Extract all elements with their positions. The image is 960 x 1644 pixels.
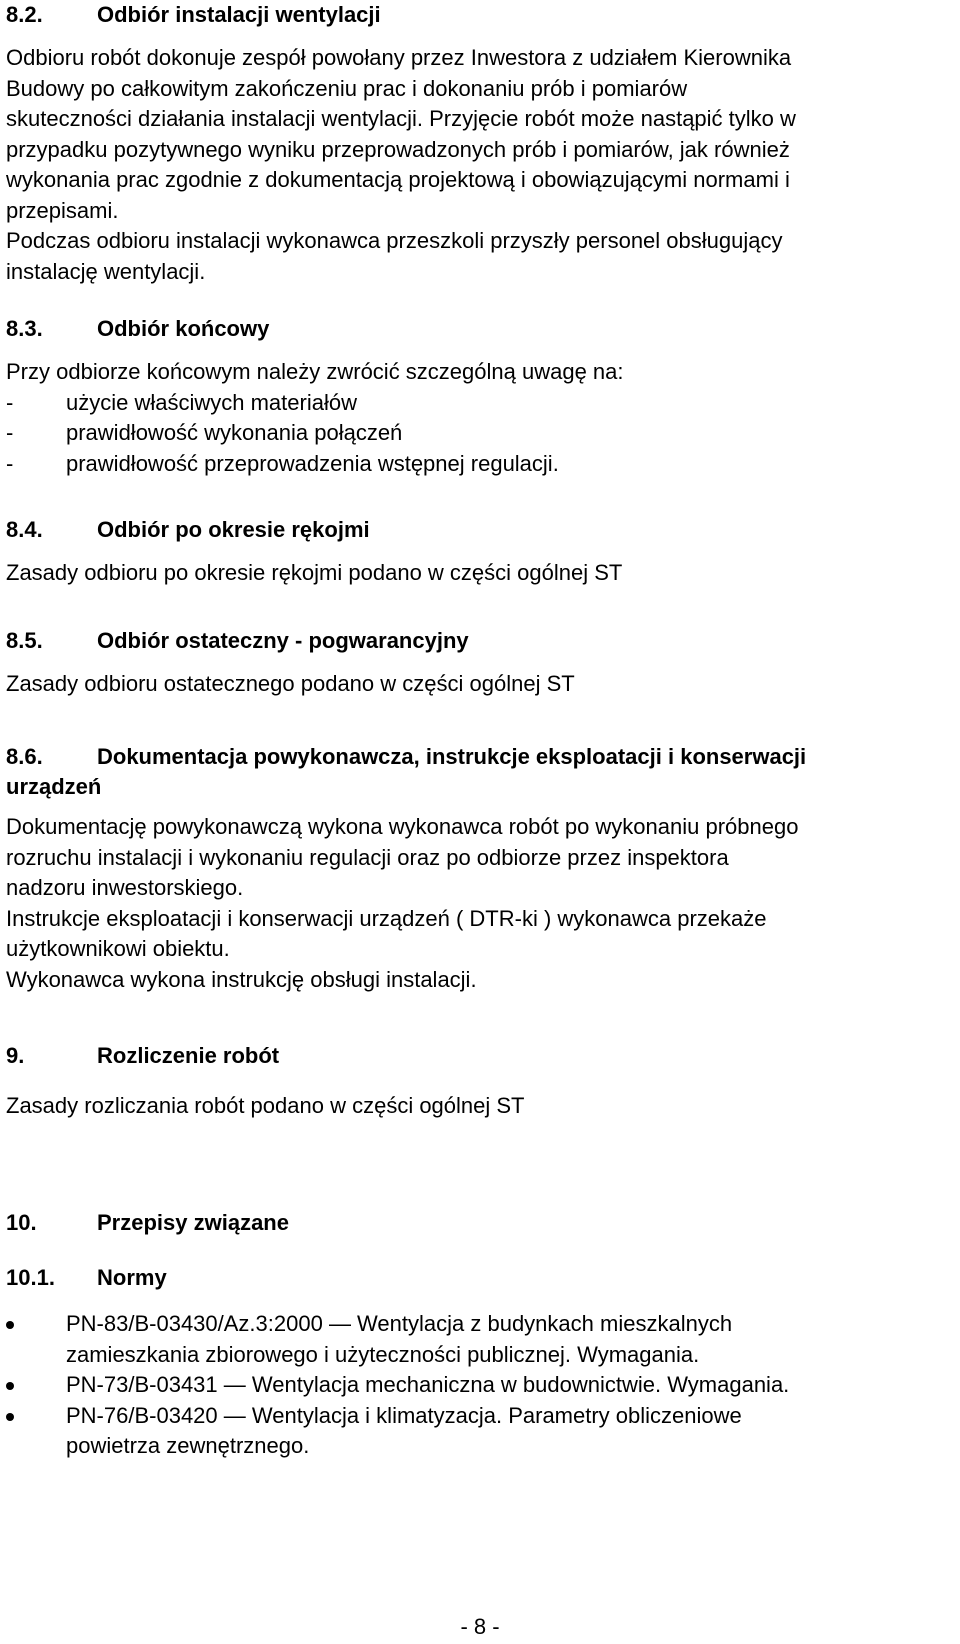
section-number: 8.2. bbox=[6, 2, 43, 27]
paragraph-line: Przy odbiorze końcowym należy zwrócić szczególną uwagę na: bbox=[6, 359, 624, 384]
paragraph-line: Instrukcje eksploatacji i konserwacji urządzeń ( DTR-ki ) wykonawca przekaże bbox=[6, 905, 767, 931]
paragraph-line: Dokumentację powykonawczą wykona wykonawca robót po wykonaniu próbnego bbox=[6, 814, 799, 839]
paragraph-line: Budowy po całkowitym zakończeniu prac i dokonaniu prób i pomiarów bbox=[6, 75, 688, 101]
section-8-6 bbox=[6, 742, 954, 995]
section-title: Normy bbox=[97, 1265, 167, 1290]
section-10 bbox=[6, 1208, 954, 1238]
paragraph-line: rozruchu instalacji i wykonaniu regulacji oraz po odbiorze przez inspektora bbox=[6, 844, 729, 870]
section-title: Dokumentacja powykonawcza, instrukcje eksploatacji i konserwacji bbox=[97, 744, 807, 769]
list-item: - użycie właściwych materiałów bbox=[6, 389, 357, 415]
section-heading bbox=[6, 1208, 954, 1238]
section-body bbox=[6, 1091, 954, 1122]
section-number: 8.6. bbox=[6, 744, 43, 769]
section-number: 8.3. bbox=[6, 316, 43, 341]
section-body bbox=[6, 357, 954, 479]
page-number: - 8 - bbox=[460, 1614, 500, 1639]
section-heading bbox=[6, 515, 954, 545]
section-body bbox=[6, 558, 954, 589]
section-title: Odbiór instalacji wentylacji bbox=[97, 2, 381, 27]
paragraph-line: Odbioru robót dokonuje zespół powołany przez Inwestora z udziałem Kierownika bbox=[6, 45, 792, 70]
section-body bbox=[6, 43, 954, 287]
section-number: 8.4. bbox=[6, 517, 43, 542]
paragraph-line: Zasady odbioru ostatecznego podano w części ogólnej ST bbox=[6, 671, 575, 696]
section-number: 9. bbox=[6, 1043, 25, 1068]
list-item: PN-76/B-03420 — Wentylacja i klimatyzacja. Parametry obliczeniowe powietrza zewnętrznego. bbox=[6, 1401, 954, 1462]
section-heading bbox=[6, 626, 954, 656]
section-title-continued: urządzeń bbox=[6, 774, 102, 799]
paragraph-line: Zasady odbioru po okresie rękojmi podano w części ogólnej ST bbox=[6, 560, 623, 585]
section-10-1 bbox=[6, 1263, 954, 1462]
bullet-icon bbox=[6, 1382, 14, 1390]
section-title: Rozliczenie robót bbox=[97, 1043, 280, 1068]
section-body bbox=[6, 812, 954, 995]
section-8-3 bbox=[6, 314, 954, 479]
section-9 bbox=[6, 1041, 954, 1122]
section-title: Przepisy związane bbox=[97, 1210, 289, 1235]
paragraph-line: nadzoru inwestorskiego. bbox=[6, 875, 244, 900]
section-number: 8.5. bbox=[6, 628, 43, 653]
section-heading bbox=[6, 742, 954, 772]
paragraph-line: przypadku pozytywnego wyniku przeprowadzonych prób i pomiarów, jak również bbox=[6, 136, 790, 162]
section-8-5 bbox=[6, 626, 954, 700]
section-number: 10. bbox=[6, 1210, 37, 1235]
bullet-icon bbox=[6, 1321, 14, 1329]
list-item: - prawidłowość przeprowadzenia wstępnej regulacji. bbox=[6, 450, 559, 476]
bullet-list bbox=[6, 1309, 954, 1462]
paragraph-line: skuteczności działania instalacji wentylacji. Przyjęcie robót może nastąpić tylko w bbox=[6, 106, 796, 131]
bullet-icon bbox=[6, 1413, 14, 1421]
paragraph-line: Wykonawca wykona instrukcję obsługi instalacji. bbox=[6, 966, 477, 992]
paragraph-line: użytkownikowi obiektu. bbox=[6, 936, 230, 961]
section-title: Odbiór ostateczny - pogwarancyjny bbox=[97, 628, 469, 653]
paragraph-line: instalację wentylacji. bbox=[6, 258, 206, 284]
section-heading bbox=[6, 314, 954, 344]
section-heading bbox=[6, 1263, 954, 1293]
section-8-4 bbox=[6, 515, 954, 589]
section-body bbox=[6, 669, 954, 700]
paragraph-line: wykonania prac zgodnie z dokumentacją projektową i obowiązującymi normami i bbox=[6, 167, 790, 192]
list-item: PN-83/B-03430/Az.3:2000 — Wentylacja z budynkach mieszkalnych zamieszkania zbiorowego i użyteczności publicznej. Wymagania. bbox=[6, 1309, 954, 1370]
list-item: - prawidłowość wykonania połączeń bbox=[6, 420, 403, 445]
paragraph-line: Zasady rozliczania robót podano w części ogólnej ST bbox=[6, 1093, 525, 1118]
section-title: Odbiór końcowy bbox=[97, 316, 270, 341]
section-title: Odbiór po okresie rękojmi bbox=[97, 517, 370, 542]
list-item: PN-73/B-03431 — Wentylacja mechaniczna w budownictwie. Wymagania. bbox=[6, 1370, 954, 1401]
section-8-2 bbox=[6, 0, 954, 287]
paragraph-line: przepisami. bbox=[6, 197, 119, 223]
section-heading bbox=[6, 1041, 954, 1071]
document-page bbox=[6, 0, 954, 1644]
section-heading bbox=[6, 0, 954, 30]
section-number: 10.1. bbox=[6, 1265, 55, 1290]
paragraph-line: Podczas odbioru instalacji wykonawca przeszkoli przyszły personel obsługujący bbox=[6, 228, 783, 253]
